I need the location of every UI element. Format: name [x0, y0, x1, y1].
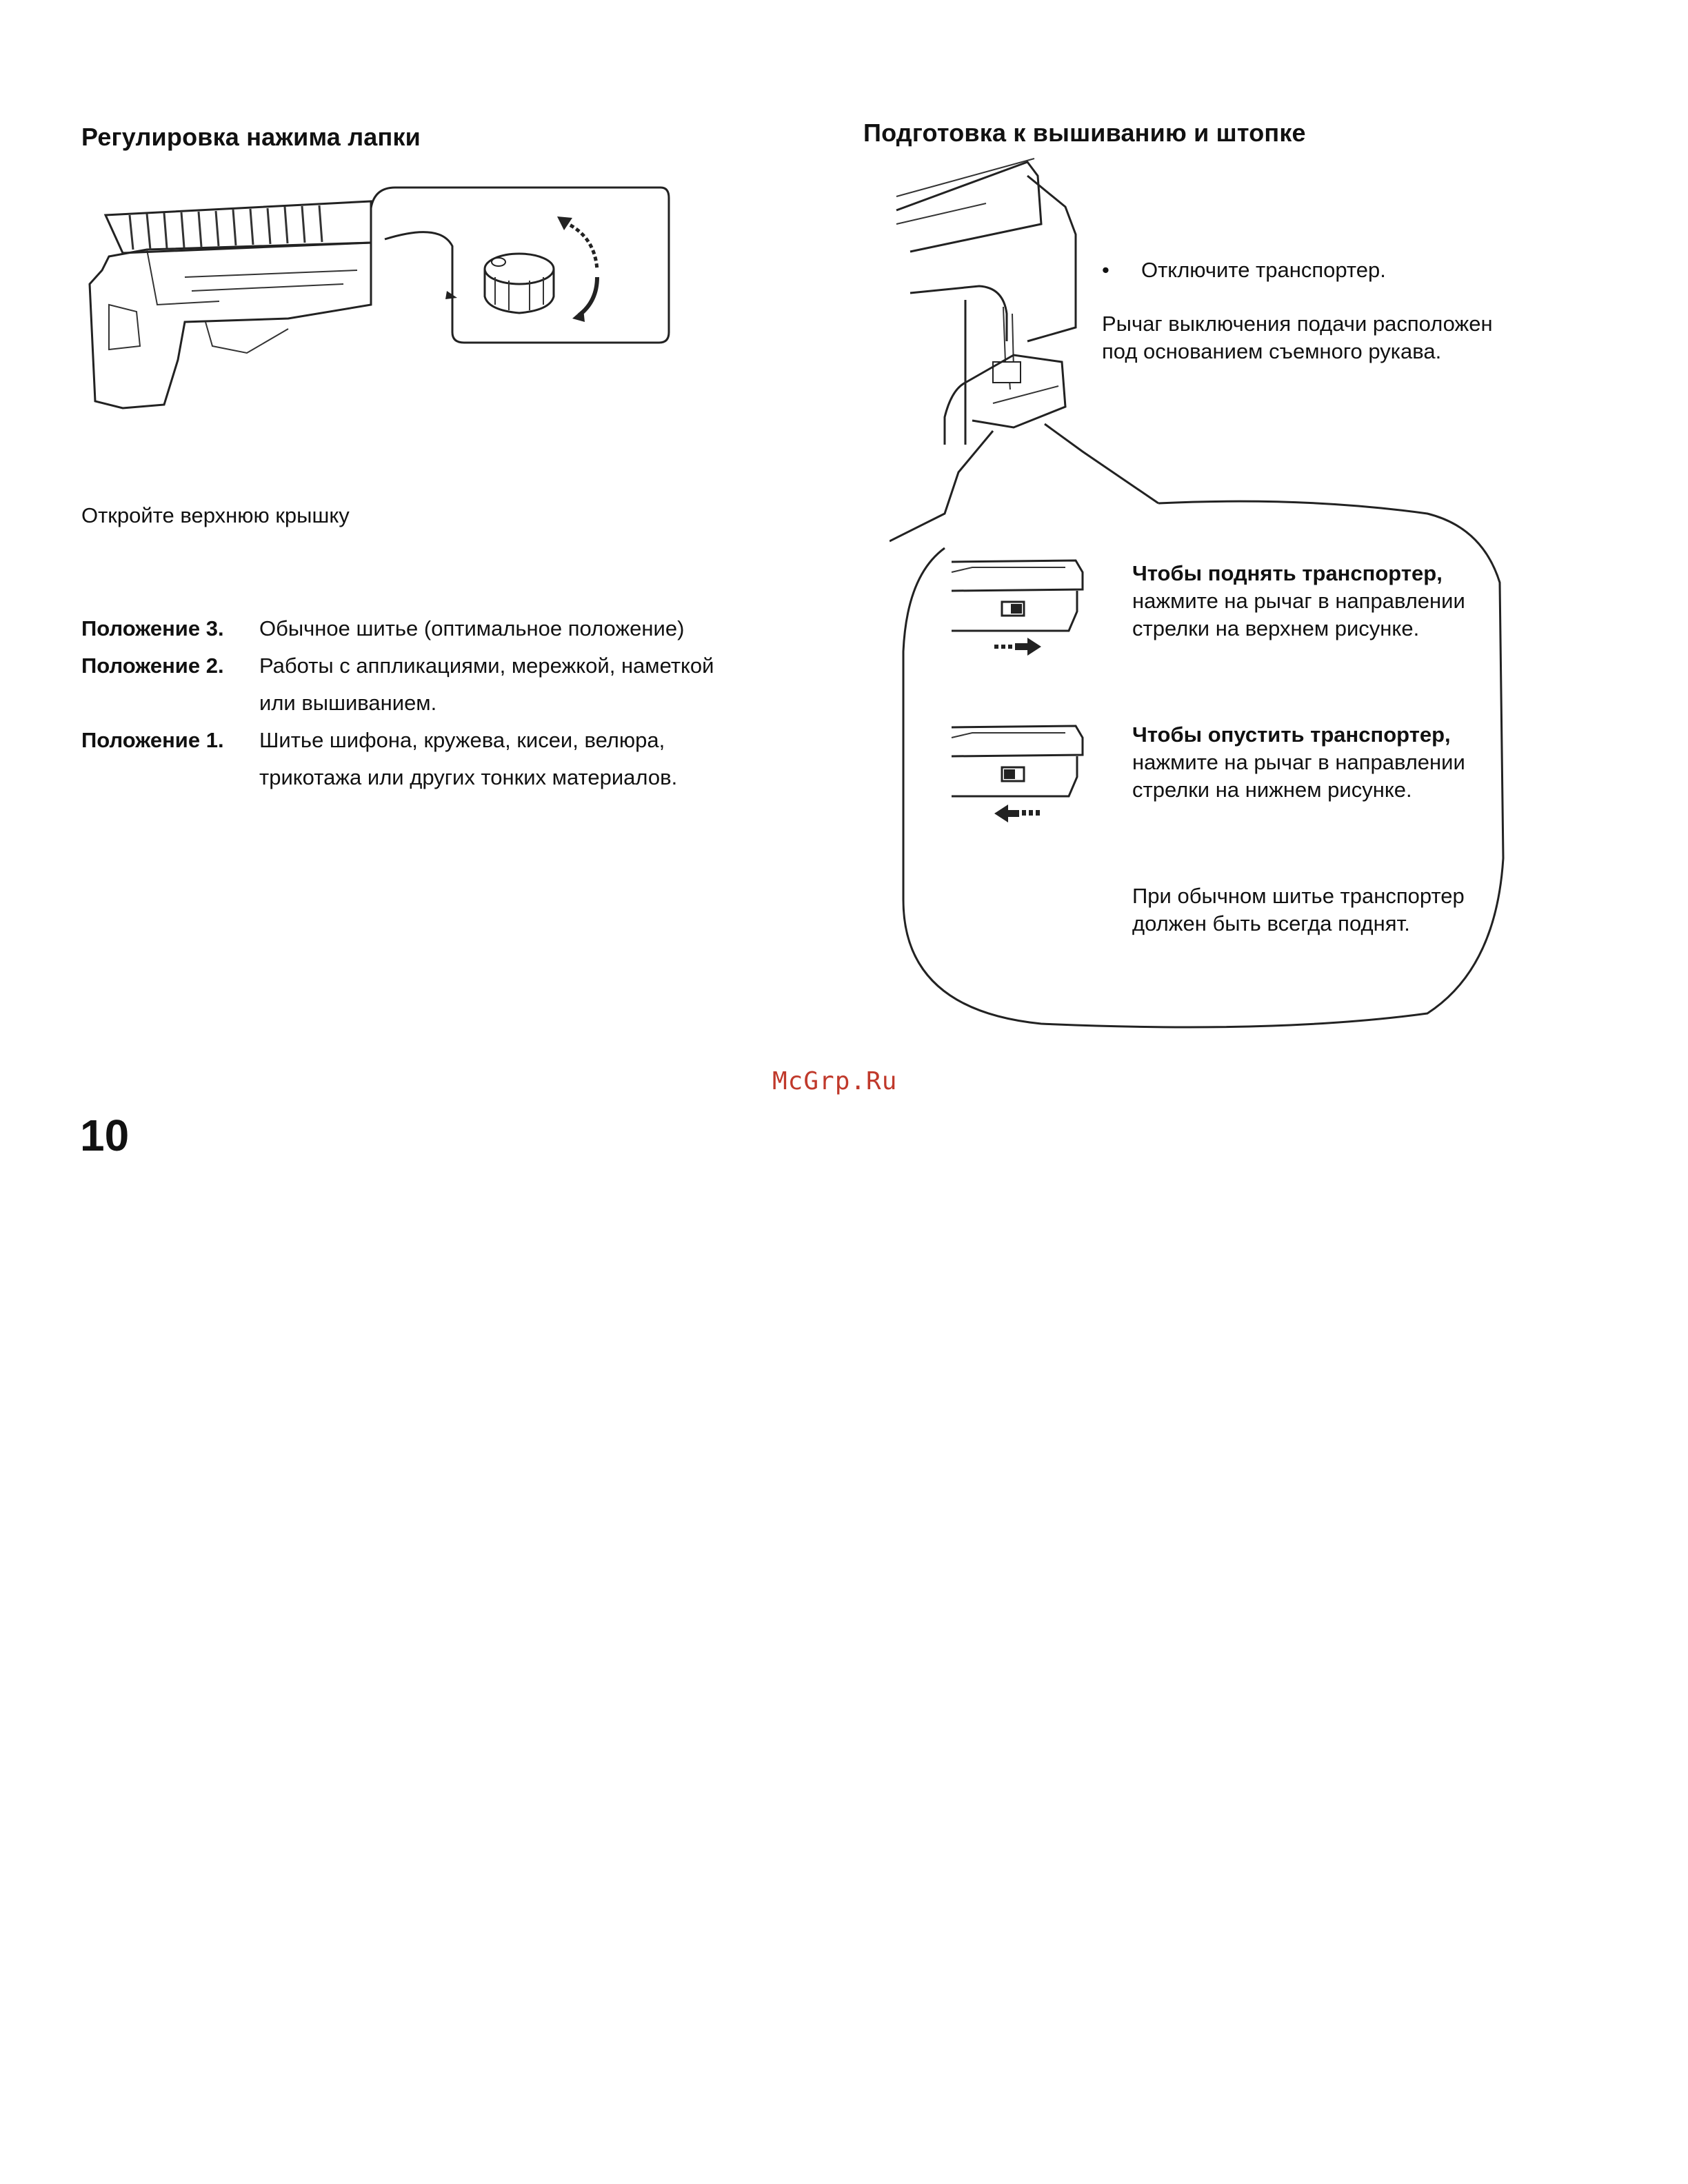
- lower-feed-dog-title: Чтобы опустить транспортер,: [1132, 722, 1451, 747]
- raise-feed-dog-title: Чтобы поднять транспортер,: [1132, 561, 1443, 585]
- position-label: Положение 2.: [81, 654, 224, 678]
- lever-location-line: Рычаг выключения подачи расположен: [1102, 312, 1493, 336]
- position-description: или вышиванием.: [259, 691, 437, 715]
- lever-location-line: под основанием съемного рукава.: [1102, 339, 1442, 363]
- position-description: трикотажа или других тонких материалов.: [259, 765, 678, 789]
- page-number: 10: [80, 1111, 130, 1160]
- left-section-title: Регулировка нажима лапки: [81, 123, 421, 151]
- position-label: Положение 3.: [81, 616, 224, 640]
- position-label: Положение 1.: [81, 728, 224, 752]
- disable-feed-dog-instruction: Отключите транспортер.: [1141, 258, 1386, 282]
- open-cover-instruction: Откройте верхнюю крышку: [81, 503, 350, 527]
- machine-top-cover-illustration: [81, 181, 674, 422]
- raise-feed-dog-line: стрелки на верхнем рисунке.: [1132, 616, 1420, 640]
- bullet-dot: •: [1102, 258, 1109, 282]
- right-section-title: Подготовка к вышиванию и штопке: [863, 119, 1306, 147]
- position-description: Обычное шитье (оптимальное положение): [259, 616, 685, 640]
- lower-feed-dog-line: нажмите на рычаг в направлении: [1132, 750, 1465, 774]
- watermark: McGrp.Ru: [772, 1067, 898, 1095]
- position-description: Шитье шифона, кружева, кисеи, велюра,: [259, 728, 665, 752]
- lower-feed-dog-line: стрелки на нижнем рисунке.: [1132, 778, 1412, 802]
- position-description: Работы с аппликациями, мережкой, наметкой: [259, 654, 714, 678]
- normal-sewing-note: При обычном шитье транспортер: [1132, 884, 1465, 908]
- normal-sewing-note: должен быть всегда поднят.: [1132, 911, 1410, 936]
- raise-feed-dog-line: нажмите на рычаг в направлении: [1132, 589, 1465, 613]
